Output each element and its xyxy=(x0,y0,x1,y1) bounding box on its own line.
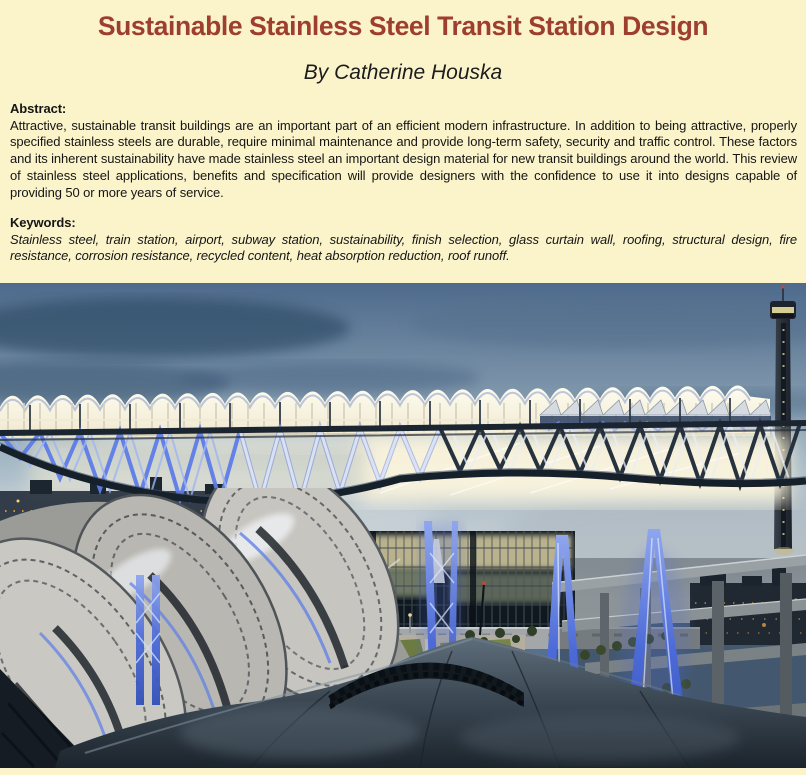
article-photo xyxy=(0,283,806,768)
author-byline: By Catherine Houska xyxy=(303,61,503,84)
keywords-heading: Keywords: xyxy=(10,215,76,230)
page-title: Sustainable Stainless Steel Transit Station Design xyxy=(97,11,709,41)
keywords-section xyxy=(10,215,797,265)
abstract-section xyxy=(10,101,797,201)
abstract-heading: Abstract: xyxy=(10,101,67,116)
keywords-text: Stainless steel, train station, airport, subway station, sustainability, finish selection, glass curtain wall, roofing, structural design, fire resistance, corrosion resistance, recycled content, heat absorption reduction, roof runoff. xyxy=(10,231,797,264)
abstract-text: Attractive, sustainable transit buildings are an important part of an efficient modern infrastructure. In addition to being attractive, properly specified stainless steels are durable, require minimal maintenance and provide long-term safety, security and traffic control. These factors and its inherent sustainability have made stainless steel an important design material for new transit buildings around the world. This review of stainless steel applications, benefits and specification will provide designers with the confidence to use it into designs capable of providing 50 or more years of service. xyxy=(10,117,797,200)
station-photo-illustration xyxy=(0,283,806,768)
